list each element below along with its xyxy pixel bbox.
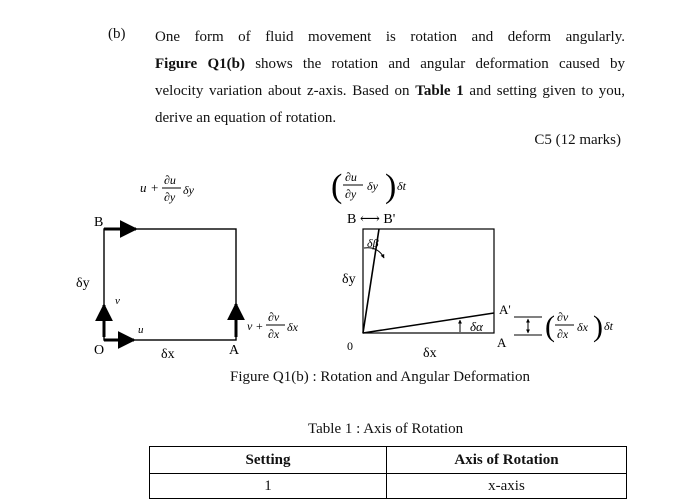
right-a-label: A: [497, 335, 507, 350]
alpha-label: δα: [470, 319, 483, 334]
side-dy-label: δy: [76, 276, 90, 291]
table-reference: Table 1: [415, 83, 464, 99]
corner-a-label: A: [229, 343, 240, 358]
right-dv-numerator: ∂v: [557, 310, 569, 324]
du-numerator: ∂u: [164, 173, 176, 187]
figure-reference: Figure Q1(b): [155, 56, 245, 72]
top-dy-denominator: ∂y: [345, 187, 357, 201]
b-mapping-label: B ⟷ B': [347, 212, 396, 227]
close-paren: ): [385, 168, 397, 205]
right-delta-t: δt: [604, 319, 613, 333]
table-header-row: [150, 447, 627, 474]
question-line-2-text: shows the rotation and angular deformation caused by: [255, 56, 626, 72]
right-element-box: [363, 229, 494, 333]
right-dx-denominator: ∂x: [557, 327, 569, 341]
beta-label: δβ: [367, 236, 379, 250]
figure-caption: Figure Q1(b) : Rotation and Angular Deformation: [230, 369, 530, 385]
right-origin-label: 0: [347, 339, 353, 353]
left-element-diagram: [76, 173, 299, 362]
a-prime-label: A': [499, 302, 511, 317]
origin-o-label: O: [94, 343, 105, 358]
header-setting: Setting: [150, 447, 387, 474]
table-row: [150, 474, 627, 499]
right-element-diagram: [331, 168, 614, 361]
question-line-1: One form of fluid movement is rotation and deform angularly.: [155, 29, 625, 45]
u-label: u: [138, 324, 144, 336]
header-axis: Axis of Rotation: [387, 447, 627, 474]
axis-table: [149, 446, 627, 499]
top-delta-t: δt: [397, 179, 406, 193]
dy-denominator: ∂y: [164, 190, 176, 204]
right-open-paren: (: [545, 310, 555, 343]
question-line-3-text: velocity variation about z-axis. Based on: [155, 83, 410, 99]
right-side-dy-label: δy: [342, 272, 356, 287]
top-du-numerator: ∂u: [345, 170, 357, 184]
question-label: (b): [108, 26, 126, 42]
cell-setting: 1: [150, 474, 387, 499]
right-close-paren: ): [593, 310, 603, 343]
u-symbol: u: [140, 180, 147, 195]
v-symbol: v: [247, 319, 253, 333]
bottom-dx-label: δx: [161, 347, 175, 362]
open-paren: (: [331, 168, 343, 205]
plus-symbol-2: +: [256, 319, 263, 333]
plus-symbol: +: [151, 180, 159, 195]
right-delta-x: δx: [577, 320, 588, 334]
left-element-box: [104, 229, 236, 340]
delta-y: δy: [183, 183, 194, 197]
v-label: v: [115, 295, 120, 307]
question-line-3-end: and setting given to you,: [469, 83, 626, 99]
dv-numerator: ∂v: [268, 310, 280, 324]
marks-label: C5 (12 marks): [534, 132, 621, 148]
delta-x: δx: [287, 320, 298, 334]
right-bottom-dx-label: δx: [423, 346, 437, 361]
dx-denominator: ∂x: [268, 327, 280, 341]
cell-axis: x-axis: [387, 474, 627, 499]
top-delta-y: δy: [367, 179, 378, 193]
corner-b-label: B: [94, 215, 104, 230]
question-line-4: derive an equation of rotation.: [155, 110, 337, 126]
table-caption: Table 1 : Axis of Rotation: [308, 421, 464, 437]
